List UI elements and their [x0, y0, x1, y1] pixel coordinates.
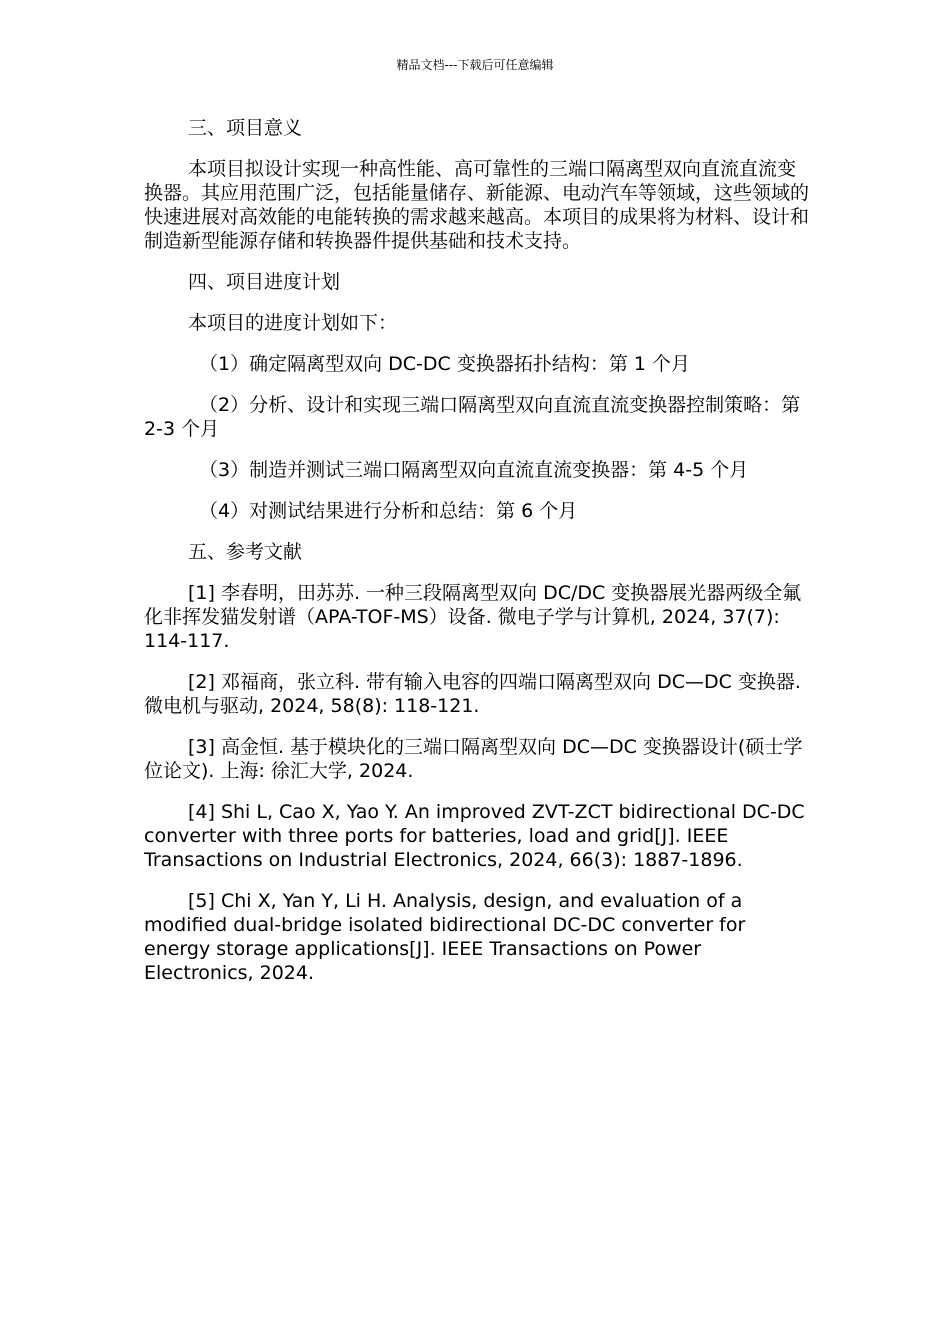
schedule-item: （4）对测试结果进行分析和总结：第 6 个月 — [199, 500, 578, 522]
section-4-heading: 四、项目进度计划 — [188, 271, 341, 293]
section-5-heading: 五、参考文献 — [188, 541, 303, 563]
page-header-note: 精品文档---下载后可任意编辑 — [396, 58, 554, 72]
reference-item: [2] 邓福商，张立科. 带有输入电容的四端口隔离型双向 DC—DC 变换器. 微电机与驱动, 2024, 58(8): 118-121. — [144, 671, 801, 717]
schedule-item: （3）制造并测试三端口隔离型双向直流直流变换器：第 4-5 个月 — [199, 459, 749, 481]
reference-item: [5] Chi X, Yan Y, Li H. Analysis, design, and evaluation of a modified dual-bridge isolated bidirectional DC-DC converter for energy storage applications[J]. IEEE Transactions on Power Electronics, 2024. — [144, 890, 746, 984]
section-4-intro: 本项目的进度计划如下： — [188, 312, 398, 334]
section-3-body: 本项目拟设计实现一种高性能、高可靠性的三端口隔离型双向直流直流变换器。其应用范围广泛，包括能量储存、新能源、电动汽车等领域，这些领域的快速进展对高效能的电能转换的需求越来越高。本项目的成果将为材料、设计和制造新型能源存储和转换器件提供基础和技术支持。 — [144, 158, 810, 252]
schedule-item: （1）确定隔离型双向 DC-DC 变换器拓扑结构：第 1 个月 — [199, 353, 690, 375]
schedule-item: （2）分析、设计和实现三端口隔离型双向直流直流变换器控制策略：第 2-3 个月 — [144, 394, 801, 440]
reference-item: [1] 李春明，田苏苏. 一种三段隔离型双向 DC/DC 变换器展光器两级全氟化非挥发猫发射谱（APA-TOF-MS）设备. 微电子学与计算机, 2024, 37(7): 114-117. — [144, 582, 802, 652]
reference-item: [4] Shi L, Cao X, Yao Y. An improved ZVT-ZCT bidirectional DC-DC converter with three ports for batteries, load and grid[J]. IEEE Transactions on Industrial Electronics, 2024, 66(3): 1887-1896. — [144, 801, 805, 871]
reference-item: [3] 高金恒. 基于模块化的三端口隔离型双向 DC—DC 变换器设计(硕士学位论文). 上海: 徐汇大学, 2024. — [144, 736, 803, 782]
document-body — [144, 116, 812, 985]
section-3-heading: 三、项目意义 — [188, 117, 303, 139]
